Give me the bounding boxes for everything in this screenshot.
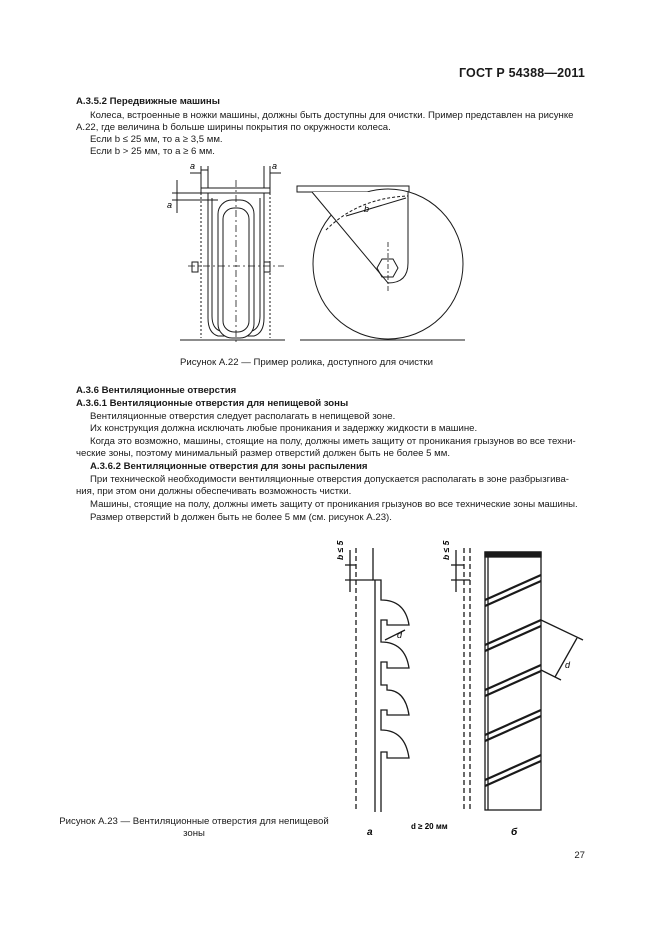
label-variant-a: а (367, 827, 373, 838)
label-b: b (364, 204, 370, 214)
slat-5b (485, 761, 541, 786)
paragraph-spray-2: Машины, стоящие на полу, должны иметь защиту от проникания грызунов во все технические зоны машины. (90, 499, 578, 510)
paragraph-spray-1: При технической необходимости вентиляционные отверстия допускается располагать в зоне разбрызгива- (90, 474, 569, 485)
document-number: ГОСТ Р 54388—2011 (458, 66, 585, 80)
axle-nut-left (192, 262, 198, 272)
figure-a23-drawing (325, 530, 595, 840)
louvre-profile (373, 548, 409, 812)
paragraph-wheels-2: А.22, где величина b больше ширины покрытия по окружности колеса. (76, 122, 391, 133)
slat-5 (485, 755, 541, 780)
condition-line-2: Если b > 25 мм, то a ≥ 6 мм. (90, 146, 215, 157)
slat-3 (485, 665, 541, 690)
grille-frame (485, 552, 541, 810)
label-b-left: b ≤ 5 (335, 540, 345, 560)
slat-4b (485, 716, 541, 741)
slat-3b (485, 671, 541, 696)
figure-a23-caption: Рисунок А.23 — Вентиляционные отверстия для непищевой зоны (59, 816, 329, 839)
subsection-heading-spray: А.3.6.2 Вентиляционные отверстия для зоны распыления (90, 461, 368, 472)
fork-top-plate (201, 188, 270, 193)
slat-2 (485, 620, 541, 645)
label-d-min: d ≥ 20 мм (411, 822, 448, 831)
paragraph-vents-3: Когда это возможно, машины, стоящие на полу, должны иметь защиту от проникания грызунов во все техни- (90, 436, 576, 447)
paragraph-spray-3: Размер отверстий b должен быть не более 5 мм (см. рисунок А.23). (90, 512, 392, 523)
paragraph-vents-2: Их конструкция должна исключать любые проникания и задержку жидкости в машине. (90, 423, 478, 434)
label-d-inner: d (397, 630, 403, 640)
grille-top-bar (485, 552, 541, 557)
page-number: 27 (574, 850, 585, 861)
axle-nut-right (264, 262, 270, 272)
figure-a22-drawing (160, 158, 470, 348)
slat-4 (485, 710, 541, 735)
paragraph-wheels-1: Колеса, встроенные в ножки машины, должны быть доступны для очистки. Пример представлен на рисунке (90, 110, 574, 121)
paragraph-spray-1b: ния, при этом они должны обеспечивать возможность чистки. (76, 486, 352, 497)
paragraph-vents-1: Вентиляционные отверстия следует располагать в непищевой зоне. (90, 411, 396, 422)
slat-2b (485, 626, 541, 651)
paragraph-vents-3b: ческие зоны, поэтому минимальный размер отверстий должен быть не более 5 мм. (76, 448, 451, 459)
label-b-right: b ≤ 5 (441, 540, 451, 560)
figure-a22-caption: Рисунок А.22 — Пример ролика, доступного для очистки (180, 357, 433, 368)
label-a-vertical: a (167, 200, 173, 210)
condition-line-1: Если b ≤ 25 мм, то a ≥ 3,5 мм. (90, 134, 223, 145)
label-a-left: a (190, 161, 196, 171)
slat-1b (485, 581, 541, 606)
label-variant-b: б (511, 827, 518, 838)
slat-1 (485, 575, 541, 600)
label-d-right: d (565, 660, 571, 670)
dim-d-right-ext (541, 620, 583, 640)
section-heading-mobile-machines: А.3.5.2 Передвижные машины (76, 96, 220, 107)
label-a-right: a (272, 161, 278, 171)
section-heading-vents: А.3.6 Вентиляционные отверстия (76, 385, 237, 396)
subsection-heading-nonfood: А.3.6.1 Вентиляционные отверстия для непищевой зоны (76, 398, 349, 409)
dim-d-right-line (555, 638, 577, 677)
